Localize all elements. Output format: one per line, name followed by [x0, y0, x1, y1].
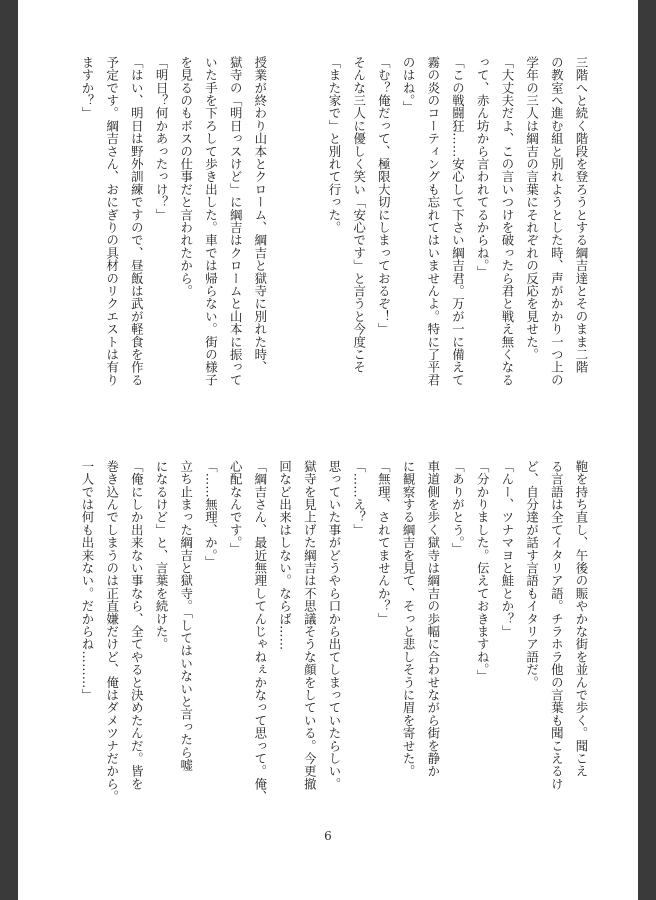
text-line: 鞄を持ち直し、午後の賑やかな街を並んで歩く。聞こえ	[574, 460, 589, 778]
text-line: って、赤ん坊から言われてるからね。」	[475, 56, 491, 279]
text-line: 獄寺を見上げた綱吉は不思議そうな顔をしている。今更撤	[302, 460, 318, 791]
text-line: になるけど」と、言葉を続けた。	[154, 460, 170, 651]
text-line: 思っていた事がどうやら口から出てしまっていたらしい。	[326, 460, 342, 791]
text-line: 「……え？」	[351, 460, 367, 537]
text-line: 「ありがとう。」	[450, 460, 466, 556]
text-line: いた手を下ろして歩き出した。車では帰らない。街の様子	[203, 56, 219, 387]
text-line: 三階へと続く階段を登ろうとする綱吉達とそのまま二階	[574, 56, 589, 374]
text-line: 車道側を歩く獄寺は綱吉の歩幅に合わせながら街を静か	[425, 460, 441, 778]
text-line: 「はい、明日は野外訓練ですので、昼飯は武が軽食を作る	[129, 56, 145, 387]
text-line: 霧の炎のコーティングも忘れてはいませんよ。特に了平君	[425, 56, 441, 387]
text-line: 「明日？何かあったっけ？」	[154, 56, 170, 222]
text-line: 「大丈夫だよ、この言いつけを破ったら君と戦え無くなる	[499, 56, 515, 387]
page-number: 6	[324, 829, 332, 843]
text-line: 「また家で」と別れて行った。	[326, 56, 342, 234]
upper-text-block	[73, 56, 593, 438]
text-line: に観察する綱吉を見て、そっと悲しそうに眉を寄せた。	[401, 460, 417, 778]
text-line: ますか？」	[79, 56, 95, 120]
text-line: 「……無理、か。」	[203, 460, 219, 569]
text-line: の教室へ進む組と別れようとした時、声がかかり一つ上の	[549, 56, 565, 387]
text-line: 「無理、されてませんか？」	[376, 460, 392, 626]
text-line: そんな三人に優しく笑い「安心です」と言うと今度こそ	[351, 56, 367, 374]
text-line: 予定です。綱吉さん、おにぎりの具材のリクエストは有り	[104, 56, 120, 387]
text-line: ど、自分達が話す言語もイタリア語だ。	[524, 460, 540, 689]
text-line: 「俺にしか出来ない事なら、全てやると決めたんだ。皆を	[129, 460, 145, 791]
text-line: 学年の三人は綱吉の言葉にそれぞれの反応を見せた。	[524, 56, 540, 361]
text-line: 回など出来はしない。ならば……	[277, 460, 293, 651]
text-line	[272, 56, 297, 438]
text-line: 獄寺の「明日っスけど」に綱吉はクロームと山本に振って	[228, 56, 244, 387]
text-line: 「綱吉さん、最近無理してんじゃねぇかなって思って。俺、	[252, 460, 268, 803]
text-line: 巻き込んでしまうのは正直嫌だけど、俺はダメツナだから。	[104, 460, 120, 803]
text-line: る言語は全てイタリア語。チラホラ他の言葉も聞こえるけ	[549, 460, 565, 791]
text-line: 「んー、ツナマヨと鮭とか？」	[499, 460, 515, 638]
text-line: 「分かりました。伝えておきますね。」	[475, 460, 491, 683]
book-page	[18, 0, 638, 900]
text-line: 一人では何も出来ない。だからね………」	[79, 460, 95, 702]
text-line: を見るのもボスの仕事だと言われたから。	[178, 56, 194, 298]
text-line: のはね。」	[401, 56, 417, 114]
text-line: 「この戦闘狂……安心して下さい綱吉君。万が一に備えて	[450, 56, 466, 387]
text-line	[297, 56, 322, 438]
text-line: 「む？俺だって、極限大切にしまっておるぞ！」	[376, 56, 392, 336]
text-line: 心配なんです。」	[228, 460, 244, 556]
text-line: 立ち止まった綱吉と獄寺。「してはいないと言ったら嘘	[178, 460, 194, 772]
lower-text-block	[73, 460, 593, 822]
text-line: 授業が終わり山本とクローム、綱吉と獄寺に別れた時、	[252, 56, 268, 374]
